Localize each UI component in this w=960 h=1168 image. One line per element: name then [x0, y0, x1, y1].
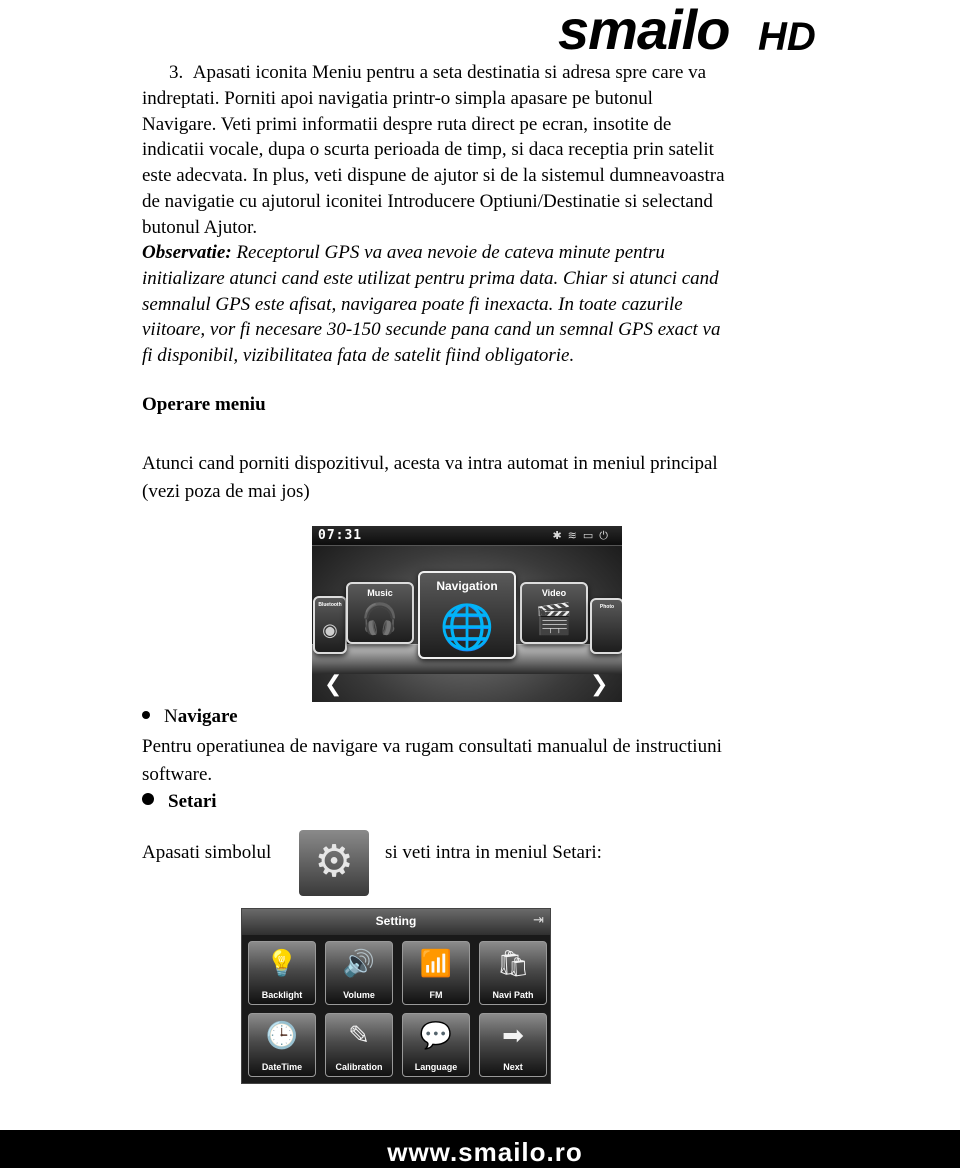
- auto-line: (vezi poza de mai jos): [142, 481, 310, 502]
- intro-line: este adecvata. In plus, veti dispune de ajutor si de la sistemul dumneavoastra: [142, 165, 725, 187]
- auto-start-paragraph: [142, 450, 832, 506]
- settings-header: [242, 909, 550, 935]
- bag-icon: 🛍: [496, 949, 530, 979]
- navigare-line: Pentru operatiunea de navigare va rugam consultati manualul de instructiuni: [142, 736, 722, 757]
- navigation-label: Navigation: [436, 579, 498, 593]
- logo-hd-suffix: HD: [758, 15, 816, 59]
- note-line: initializare atunci cand este utilizat pentru prima data. Chiar si atunci cand: [142, 267, 719, 289]
- next-arrow-icon[interactable]: ❯: [590, 672, 609, 697]
- auto-line: Atunci cand porniti dispozitivul, acesta va intra automat in meniul principal: [142, 453, 718, 474]
- status-icons: [552, 529, 614, 543]
- headphones-icon: 🎧: [361, 602, 399, 637]
- bullet-dot-icon: [142, 793, 154, 805]
- exit-icon[interactable]: ⇥: [533, 913, 544, 928]
- clock-icon: 🕒: [265, 1021, 299, 1051]
- intro-line: indicatii vocale, dupa o scurta perioada de timp, si daca receptia prin satelit: [142, 139, 714, 161]
- setting-tile-fm[interactable]: 📶 FM: [402, 941, 470, 1005]
- settings-title: Setting: [375, 914, 417, 928]
- bluetooth-icon: ✱: [552, 529, 568, 542]
- device-clock: 07:31: [318, 528, 363, 543]
- intro-line: 3. Apasati iconita Meniu pentru a seta destinatia si adresa spre care va: [169, 62, 707, 83]
- menu-tile-bluetooth[interactable]: Bluetooth ◉: [313, 596, 347, 654]
- globe-icon: 🌐: [439, 602, 495, 653]
- setting-tile-calibration[interactable]: ✎ Calibration: [325, 1013, 393, 1077]
- bluetooth-icon: ◉: [322, 620, 338, 641]
- speech-bubble-icon: 💬: [419, 1021, 453, 1051]
- logo-wordmark: smailo: [558, 0, 730, 61]
- section-heading: Operare meniu: [142, 394, 266, 415]
- setting-tile-navi-path[interactable]: 🛍 Navi Path: [479, 941, 547, 1005]
- step-number: 3.: [169, 62, 184, 83]
- navigare-paragraph: [142, 733, 832, 789]
- menu-tile-photo[interactable]: Photo: [590, 598, 622, 654]
- device-status-bar: [312, 526, 622, 546]
- intro-line: Navigare. Veti primi informatii despre ruta direct pe ecran, insotite de: [142, 113, 672, 135]
- intro-line: indreptati. Porniti apoi navigatia printr-o simpla apasare pe butonul: [142, 87, 653, 109]
- signal-icon: ≋: [567, 529, 583, 542]
- navigare-bullet: Navigare: [142, 706, 238, 728]
- calibration-icon: ✎: [348, 1021, 370, 1051]
- menu-tile-navigation[interactable]: [418, 571, 516, 659]
- setting-tile-datetime[interactable]: 🕒 DateTime: [248, 1013, 316, 1077]
- arrow-right-icon: ➡: [502, 1021, 524, 1051]
- setari-sentence-end: si veti intra in meniul Setari:: [385, 842, 602, 863]
- setting-tile-volume[interactable]: 🔊 Volume: [325, 941, 393, 1005]
- video-label: Video: [541, 588, 567, 598]
- setting-tile-language[interactable]: 💬 Language: [402, 1013, 470, 1077]
- note-label: Observatie:: [142, 242, 232, 263]
- setting-tile-next[interactable]: ➡ Next: [479, 1013, 547, 1077]
- note-line: viitoare, vor fi necesare 30-150 secunde pana cand un semnal GPS exact va: [142, 319, 721, 341]
- settings-screenshot: [241, 908, 551, 1084]
- intro-paragraph: [142, 60, 832, 241]
- main-menu-screenshot: [312, 526, 622, 702]
- setari-sentence-start: Apasati simbolul: [142, 842, 272, 863]
- film-clapper-icon: 🎬: [535, 602, 573, 637]
- previous-arrow-icon[interactable]: ❮: [324, 672, 343, 697]
- note-paragraph: [142, 240, 832, 369]
- menu-tile-video[interactable]: [520, 582, 588, 644]
- power-icon: ⏻: [599, 529, 614, 542]
- intro-line: de navigatie cu ajutorul iconitei Introducere Optiuni/Destinatie si selectand: [142, 190, 713, 212]
- note-line: Observatie: Receptorul GPS va avea nevoie de cateva minute pentru: [142, 242, 665, 263]
- footer-url[interactable]: www.smailo.ro: [387, 1137, 583, 1167]
- intro-line: butonul Ajutor.: [142, 216, 258, 238]
- music-label: Music: [367, 588, 393, 598]
- footer-bar: [0, 1130, 960, 1168]
- navigare-line: software.: [142, 764, 213, 785]
- bulb-icon: 💡: [265, 949, 299, 979]
- brand-logo: [558, 2, 828, 62]
- setari-bullet: Setari: [142, 791, 217, 813]
- note-line: semnalul GPS este afisat, navigarea poate fi inexacta. In toate cazurile: [142, 293, 683, 315]
- menu-tile-music[interactable]: [346, 582, 414, 644]
- setting-tile-backlight[interactable]: 💡 Backlight: [248, 941, 316, 1005]
- battery-icon: ▭: [582, 529, 600, 542]
- note-line: fi disponibil, vizibilitatea fata de satelit fiind obligatorie.: [142, 345, 575, 367]
- settings-gear-icon: ⚙: [299, 830, 369, 896]
- speaker-icon: 🔊: [342, 949, 376, 979]
- radio-wave-icon: 📶: [419, 949, 453, 979]
- bullet-dot-icon: [142, 711, 150, 719]
